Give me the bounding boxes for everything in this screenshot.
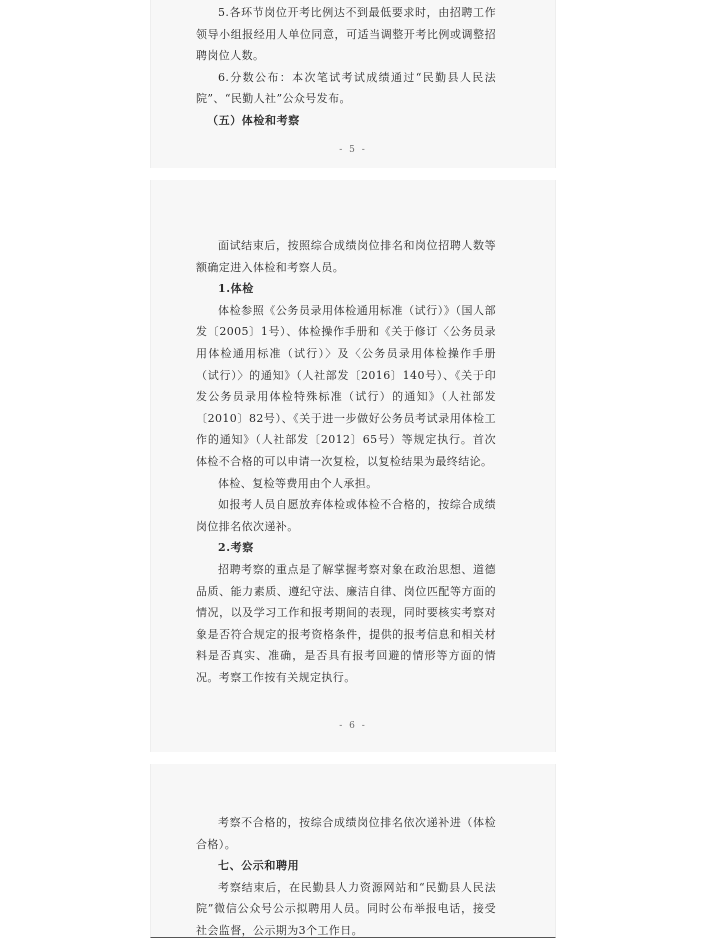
paragraph: 考察结束后，在民勤县人力资源网站和“民勤县人民法院”微信公众号公示拟聘用人员。同时公布举报电话，接受社会监督，公示期为3个工作日。 [196, 880, 496, 937]
paragraph: 招聘考察的重点是了解掌握考察对象在政治思想、道德品质、能力素质、遵纪守法、廉洁自律、岗位匹配等方面的情况，以及学习工作和报考期间的表现，同时要核实考察对象是否符合规定的报考资格条件，提供的报考信息和相关材料是否真实、准确，是否具有报考回避的情形等方面的情况。考察工作按有关规定执行。 [196, 562, 496, 684]
document-page-6 [150, 180, 556, 752]
paragraph: 体检、复检等费用由个人承担。 [218, 476, 378, 490]
paragraph: 考察不合格的，按综合成绩岗位排名依次递补进（体检合格）。 [196, 816, 496, 851]
paragraph: 6.分数公布：本次笔试考试成绩通过“民勤县人民法院”、“民勤人社”公众号发布。 [196, 70, 496, 106]
paragraph: 如报考人员自愿放弃体检或体检不合格的，按综合成绩岗位排名依次递补。 [196, 498, 496, 533]
section-heading: （五）体检和考察 [207, 113, 300, 127]
paragraph: 面试结束后，按照综合成绩岗位排名和岗位招聘人数等额确定进入体检和考察人员。 [196, 239, 496, 274]
page-number: - 6 - [339, 721, 367, 731]
subsection-heading: 1.体检 [218, 282, 254, 296]
section-heading: 七、公示和聘用 [218, 859, 300, 873]
document-page-7 [150, 764, 556, 938]
paragraph: 5.各环节岗位开考比例达不到最低要求时，由招聘工作领导小组报经用人单位同意，可适当调整开考比例或调整招聘岗位人数。 [196, 6, 496, 63]
page-number: - 5 - [339, 145, 367, 155]
subsection-heading: 2.考察 [218, 541, 254, 555]
paragraph: 体检参照《公务员录用体检通用标准（试行）》（国人部发〔2005〕1号）、体检操作手册和《关于修订〈公务员录用体检通用标准（试行）〉及〈公务员录用体检操作手册（试行）〉的通知》（人社部发〔2016〕140号）、《关于印发公务员录用体检特殊标准（试行）的通知》（人社部发〔2010〕82号）、《关于进一步做好公务员考试录用体检工作的通知》（人社部发〔2012〕65号）等规定执行。首次体检不合格的可以申请一次复检，以复检结果为最终结论。 [196, 303, 496, 468]
document-page-5 [150, 0, 556, 168]
